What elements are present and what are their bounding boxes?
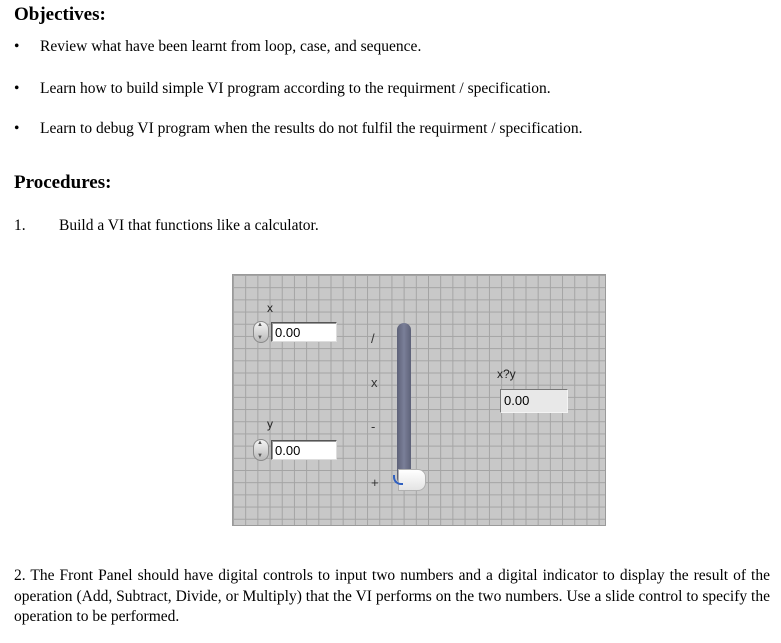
procedure-step-1 bbox=[14, 217, 319, 235]
operation-slide-track[interactable] bbox=[397, 323, 411, 485]
front-panel-figure bbox=[232, 274, 606, 526]
result-indicator-label: x?y bbox=[497, 367, 516, 381]
step-text: Build a VI that functions like a calculator. bbox=[59, 217, 319, 234]
x-increment-decrement-icon[interactable] bbox=[253, 321, 269, 343]
objective-item: • Learn how to build simple VI program according to the requirment / specification. bbox=[14, 80, 551, 97]
slide-scale-add: + bbox=[371, 475, 379, 490]
objectives-heading: Objectives: bbox=[14, 4, 106, 25]
slide-scale-divide: / bbox=[371, 331, 375, 346]
x-control-label: x bbox=[267, 301, 273, 315]
bullet-icon: • bbox=[14, 38, 20, 55]
result-indicator: 0.00 bbox=[500, 389, 568, 413]
y-increment-decrement-icon[interactable] bbox=[253, 439, 269, 461]
procedures-heading: Procedures: bbox=[14, 172, 112, 193]
objective-item: • Review what have been learnt from loop, case, and sequence. bbox=[14, 38, 422, 55]
step-number: 1. bbox=[14, 217, 26, 234]
bullet-icon: • bbox=[14, 120, 20, 137]
slide-scale-subtract: - bbox=[371, 419, 376, 434]
x-value-field[interactable]: 0.00 bbox=[271, 322, 337, 342]
bullet-icon: • bbox=[14, 80, 20, 97]
procedure-step-2: 2. The Front Panel should have digital controls to input two numbers and a digital indicator to display the result of the operation (Add, Subtract, Divide, or Multiply) that the VI performs on the two numbers. Use a slide control to specify the operation to be performed. bbox=[14, 567, 770, 625]
slide-scale-multiply: x bbox=[371, 375, 378, 390]
y-value-field[interactable]: 0.00 bbox=[271, 440, 337, 460]
x-numeric-control[interactable] bbox=[253, 321, 337, 343]
objective-item: • Learn to debug VI program when the results do not fulfil the requirment / specification. bbox=[14, 120, 583, 137]
operation-slide-thumb[interactable] bbox=[398, 469, 426, 491]
y-control-label: y bbox=[267, 417, 273, 431]
y-numeric-control[interactable] bbox=[253, 439, 337, 461]
